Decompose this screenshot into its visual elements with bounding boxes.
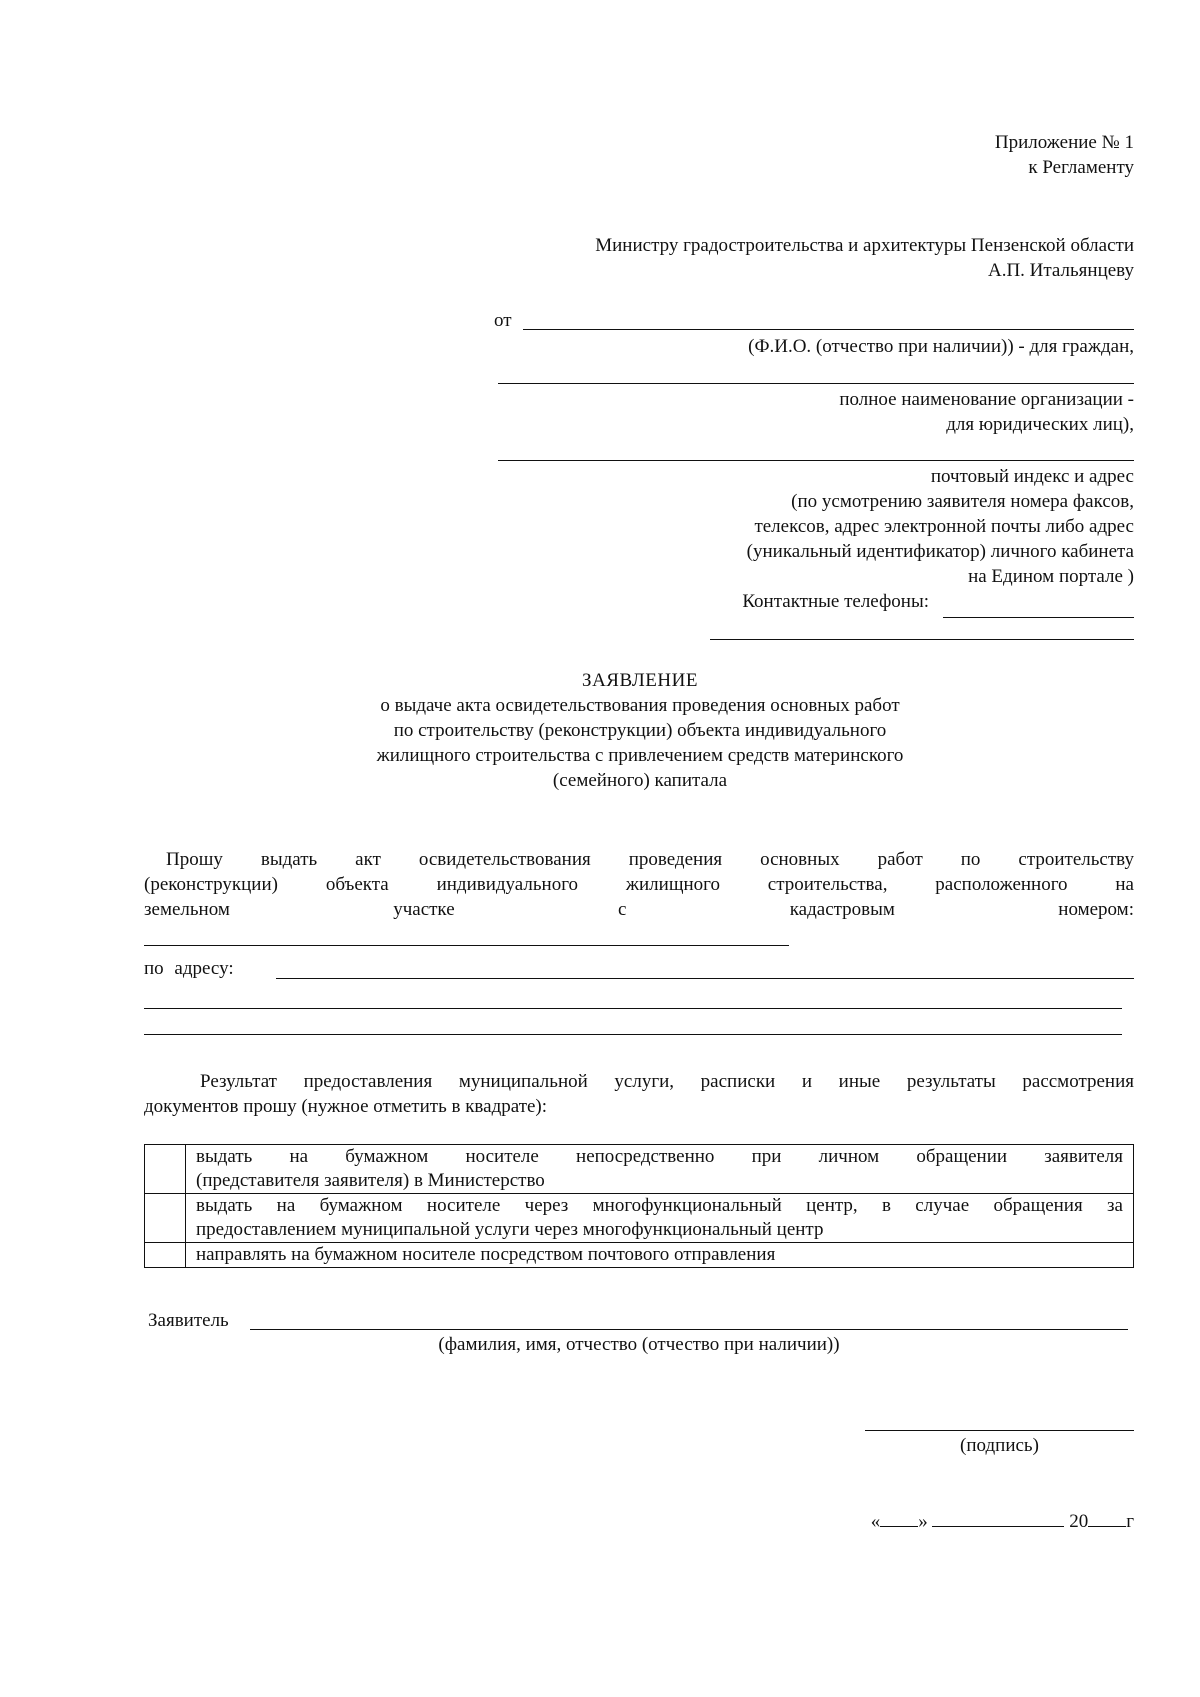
title-line: жилищного строительства с привлечением средств материнского — [376, 745, 904, 766]
option-text-line: (представителя заявителя) в Министерство — [196, 1170, 545, 1191]
date-day-blank[interactable] — [880, 1508, 918, 1527]
applicant-caption: (фамилия, имя, отчество (отчество при наличии)) — [438, 1334, 840, 1355]
address-blank-1[interactable] — [276, 978, 1134, 979]
organization-caption-line: для юридических лиц), — [946, 414, 1134, 435]
result-line: Результат предоставления муниципальной услуги, расписки и иные результаты рассмотрения — [200, 1071, 1134, 1092]
appendix-number: Приложение № 1 — [994, 132, 1134, 153]
title-line: (семейного) капитала — [552, 770, 728, 791]
date-open-quote: « — [870, 1511, 881, 1532]
title-line: о выдаче акта освидетельствования проведения основных работ — [380, 695, 900, 716]
date-year-suffix: г — [1126, 1511, 1134, 1532]
option-text-line: выдать на бумажном носителе непосредственно при личном обращении заявителя — [196, 1146, 1123, 1167]
postal-address-blank[interactable] — [498, 460, 1134, 461]
option-row — [145, 1145, 1134, 1194]
option-row — [145, 1243, 1134, 1268]
document-title — [200, 668, 1080, 793]
result-options-table — [144, 1144, 1134, 1268]
option-text-line: предоставлением муниципальной услуги через многофункциональный центр — [196, 1219, 824, 1240]
option-checkbox-personal[interactable] — [145, 1145, 186, 1194]
appendix-header — [500, 130, 1134, 180]
organization-caption-line: полное наименование организации - — [839, 389, 1134, 410]
option-text — [186, 1243, 1134, 1268]
address-caption-line: (по усмотрению заявителя номера факсов, — [791, 491, 1134, 512]
addressee-name: А.П. Итальянцеву — [987, 260, 1134, 281]
address-caption-line: (уникальный идентификатор) личного кабинета — [746, 541, 1134, 562]
signature-blank[interactable] — [865, 1430, 1134, 1431]
result-line: документов прошу (нужное отметить в квадрате): — [144, 1096, 548, 1117]
from-label: от — [494, 310, 512, 331]
option-row — [145, 1194, 1134, 1243]
request-line: земельном участке с кадастровым номером: — [144, 899, 1134, 920]
date-row — [780, 1508, 1134, 1534]
option-text — [186, 1194, 1134, 1243]
contact-phones-row — [480, 589, 1134, 614]
organization-blank[interactable] — [498, 383, 1134, 384]
addressee-position: Министру градостроительства и архитектуры Пензенской области — [595, 235, 1134, 256]
fio-caption: (Ф.И.О. (отчество при наличии)) - для граждан, — [748, 336, 1134, 357]
date-year-blank[interactable] — [1088, 1508, 1126, 1527]
result-paragraph — [144, 1069, 1134, 1119]
request-paragraph — [144, 847, 1134, 922]
address-blank-3[interactable] — [144, 1034, 1122, 1035]
address-caption-line: на Едином портале ) — [968, 566, 1134, 587]
address-label: по адресу: — [144, 958, 234, 979]
appendix-reference: к Регламенту — [1028, 157, 1134, 178]
contact-phones-blank[interactable] — [943, 617, 1134, 618]
request-line: (реконструкции) объекта индивидуального жилищного строительства, расположенного на — [144, 874, 1134, 895]
title-line: по строительству (реконструкции) объекта индивидуального — [393, 720, 887, 741]
from-fio-blank[interactable] — [523, 329, 1134, 330]
addressee-block — [480, 233, 1134, 283]
contact-phones-label: Контактные телефоны: — [742, 591, 929, 612]
date-close-quote: » — [918, 1511, 928, 1532]
signature-caption: (подпись) — [960, 1435, 1039, 1456]
address-blank-2[interactable] — [144, 1008, 1122, 1009]
option-checkbox-mfc[interactable] — [145, 1194, 186, 1243]
option-text-line: направлять на бумажном носителе посредством почтового отправления — [196, 1244, 776, 1265]
option-text-line: выдать на бумажном носителе через многофункциональный центр, в случае обращения за — [196, 1195, 1123, 1216]
applicant-name-blank[interactable] — [250, 1329, 1128, 1330]
contact-phones-blank-2[interactable] — [710, 639, 1134, 640]
option-checkbox-mail[interactable] — [145, 1243, 186, 1268]
postal-address-caption — [480, 464, 1134, 614]
cadastral-number-blank[interactable] — [144, 945, 789, 946]
option-text — [186, 1145, 1134, 1194]
applicant-label: Заявитель — [148, 1310, 229, 1331]
request-line: Прошу выдать акт освидетельствования проведения основных работ по строительству — [166, 849, 1134, 870]
date-month-blank[interactable] — [932, 1508, 1064, 1527]
address-caption-line: телексов, адрес электронной почты либо адрес — [754, 516, 1134, 537]
date-century: 20 — [1069, 1511, 1089, 1532]
organization-caption — [480, 387, 1134, 437]
address-caption-line: почтовый индекс и адрес — [930, 466, 1134, 487]
title-main: ЗАЯВЛЕНИЕ — [582, 670, 698, 691]
